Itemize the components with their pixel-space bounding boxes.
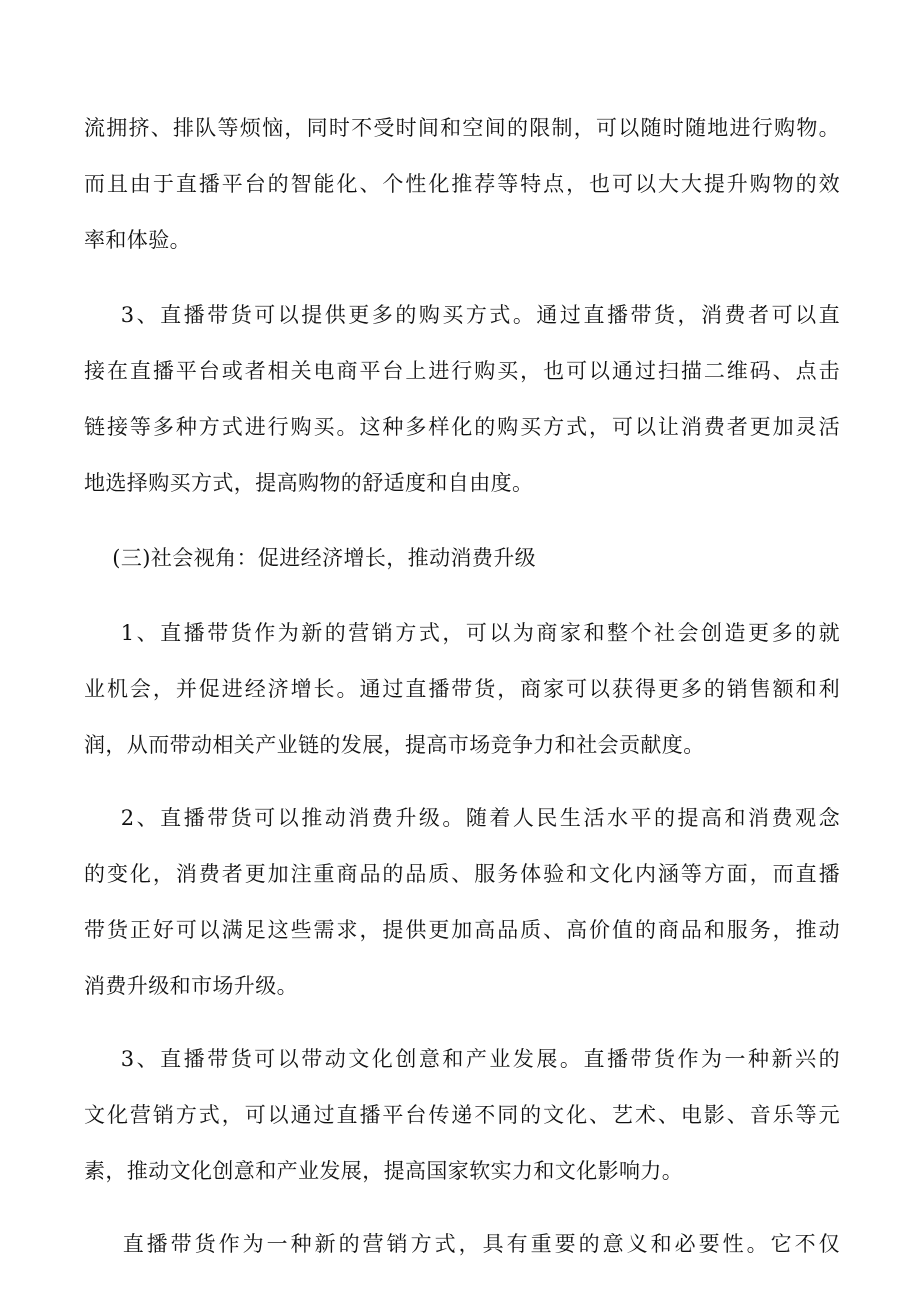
text-line: 1、直播带货作为新的营销方式，可以为商家和整个社会创造更多的就 [84, 621, 840, 645]
paragraph-economic-growth [84, 605, 840, 773]
heading-text: (三)社会视角：促进经济增长，推动消费升级 [84, 546, 537, 570]
text-line: 的变化，消费者更加注重商品的品质、服务体验和文化内涵等方面，而直播 [84, 862, 840, 886]
section-heading [84, 530, 840, 586]
text-line: 链接等多种方式进行购买。这种多样化的购买方式，可以让消费者更加灵活 [84, 415, 840, 439]
paragraph-purchase-methods [84, 287, 840, 511]
paragraph-continued [84, 100, 840, 268]
text-line: 带货正好可以满足这些需求，提供更加高品质、高价值的商品和服务，推动 [84, 918, 840, 942]
text-line: 3、直播带货可以提供更多的购买方式。通过直播带货，消费者可以直 [84, 303, 840, 327]
text-line: 润，从而带动相关产业链的发展，提高市场竞争力和社会贡献度。 [84, 733, 705, 757]
text-line: 地选择购买方式，提高购物的舒适度和自由度。 [84, 471, 534, 495]
text-line: 素，推动文化创意和产业发展，提高国家软实力和文化影响力。 [84, 1159, 684, 1183]
text-line: 消费升级和市场升级。 [84, 974, 298, 998]
text-line: 流拥挤、排队等烦恼，同时不受时间和空间的限制，可以随时随地进行购物。 [84, 116, 840, 140]
text-line: 业机会，并促进经济增长。通过直播带货，商家可以获得更多的销售额和利 [84, 677, 840, 701]
text-line: 率和体验。 [84, 228, 191, 252]
text-line: 2、直播带货可以推动消费升级。随着人民生活水平的提高和消费观念 [84, 806, 840, 830]
document-page [84, 100, 840, 1272]
text-line: 文化营销方式，可以通过直播平台传递不同的文化、艺术、电影、音乐等元 [84, 1103, 840, 1127]
paragraph-consumption-upgrade [84, 790, 840, 1014]
paragraph-summary [84, 1216, 840, 1272]
text-line: 而且由于直播平台的智能化、个性化推荐等特点，也可以大大提升购物的效 [84, 172, 840, 196]
text-line: 接在直播平台或者相关电商平台上进行购买，也可以通过扫描二维码、点击 [84, 359, 840, 383]
text-line: 3、直播带货可以带动文化创意和产业发展。直播带货作为一种新兴的 [84, 1047, 840, 1071]
paragraph-cultural-industry [84, 1031, 840, 1199]
text-line: 直播带货作为一种新的营销方式，具有重要的意义和必要性。它不仅 [84, 1232, 840, 1256]
